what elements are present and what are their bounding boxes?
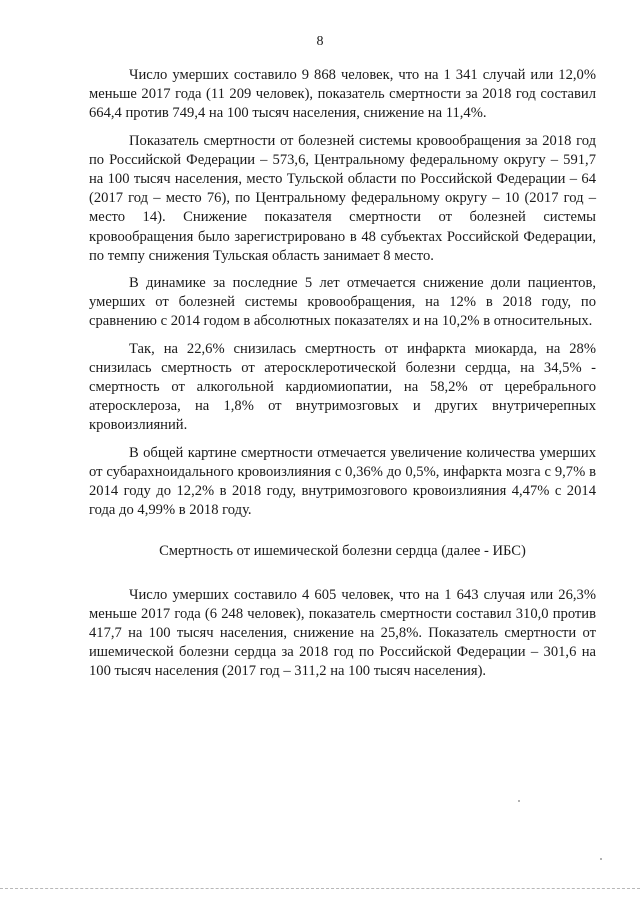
page-bottom-edge [0,888,640,889]
document-body [89,66,596,690]
paragraph-total-deaths: Число умерших составило 9 868 человек, что на 1 341 случай или 12,0% меньше 2017 года (11 209 человек), показатель смертности за 2018 год составил 664,4 против 749,4 на 100 тысяч населения, снижение на 11,4%. [89,67,596,122]
scan-speck [518,800,520,802]
scan-speck [600,858,602,860]
paragraph-mortality-increase-causes: В общей картине смертности отмечается увеличение количества умерших от субарахноидального кровоизлияния с 0,36% до 0,5%, инфаркта мозга с 9,7% в 2014 году до 12,2% в 2018 году, внутримозгового кровоизлияния 4,47% с 2014 года до 4,99% в 2018 году. [89,444,596,519]
paragraph-five-year-dynamics: В динамике за последние 5 лет отмечается снижение доли пациентов, умерших от болезней системы кровообращения, на 12% в 2018 году, по сравнению с 2014 годом в абсолютных показателях и на 10,2% в относительных. [89,275,596,330]
paragraph-ihd-deaths: Число умерших составило 4 605 человек, что на 1 643 случая или 26,3% меньше 2017 года (6 248 человек), показатель смертности составил 310,0 против 417,7 на 100 тысяч населения, снижение на 25,8%. Показатель смертности от ишемической болезни сердца за 2018 год по Российской Федерации – 301,6 на 100 тысяч населения (2017 год – 311,2 на 100 тысяч населения). [89,586,596,680]
paragraph-mortality-decrease-causes: Так, на 22,6% снизилась смертность от инфаркта миокарда, на 28% снизилась смертность от атеросклеротической болезни сердца, на 34,5% - смертность от алкогольной кардиомиопатии, на 58,2% от церебрального атеросклероза, на 1,8% от внутримозговых и других внутричерепных кровоизлияний. [89,340,596,434]
section-heading-ihd: Смертность от ишемической болезни сердца (далее - ИБС) [159,543,526,560]
paragraph-circulatory-mortality-rate: Показатель смертности от болезней системы кровообращения за 2018 год по Российской Федерации – 573,6, Центральному федеральному округу – 591,7 на 100 тысяч населения, место Тульской области по Российской Федерации – 64 (2017 год – место 76), по Центральному федеральному округу – 10 (2017 год – место 14). Снижение показателя смертности от болезней системы кровообращения было зарегистрировано в 48 субъектах Российской Федерации, по темпу снижения Тульская область занимает 8 место. [89,132,596,264]
page-number: 8 [316,34,324,49]
